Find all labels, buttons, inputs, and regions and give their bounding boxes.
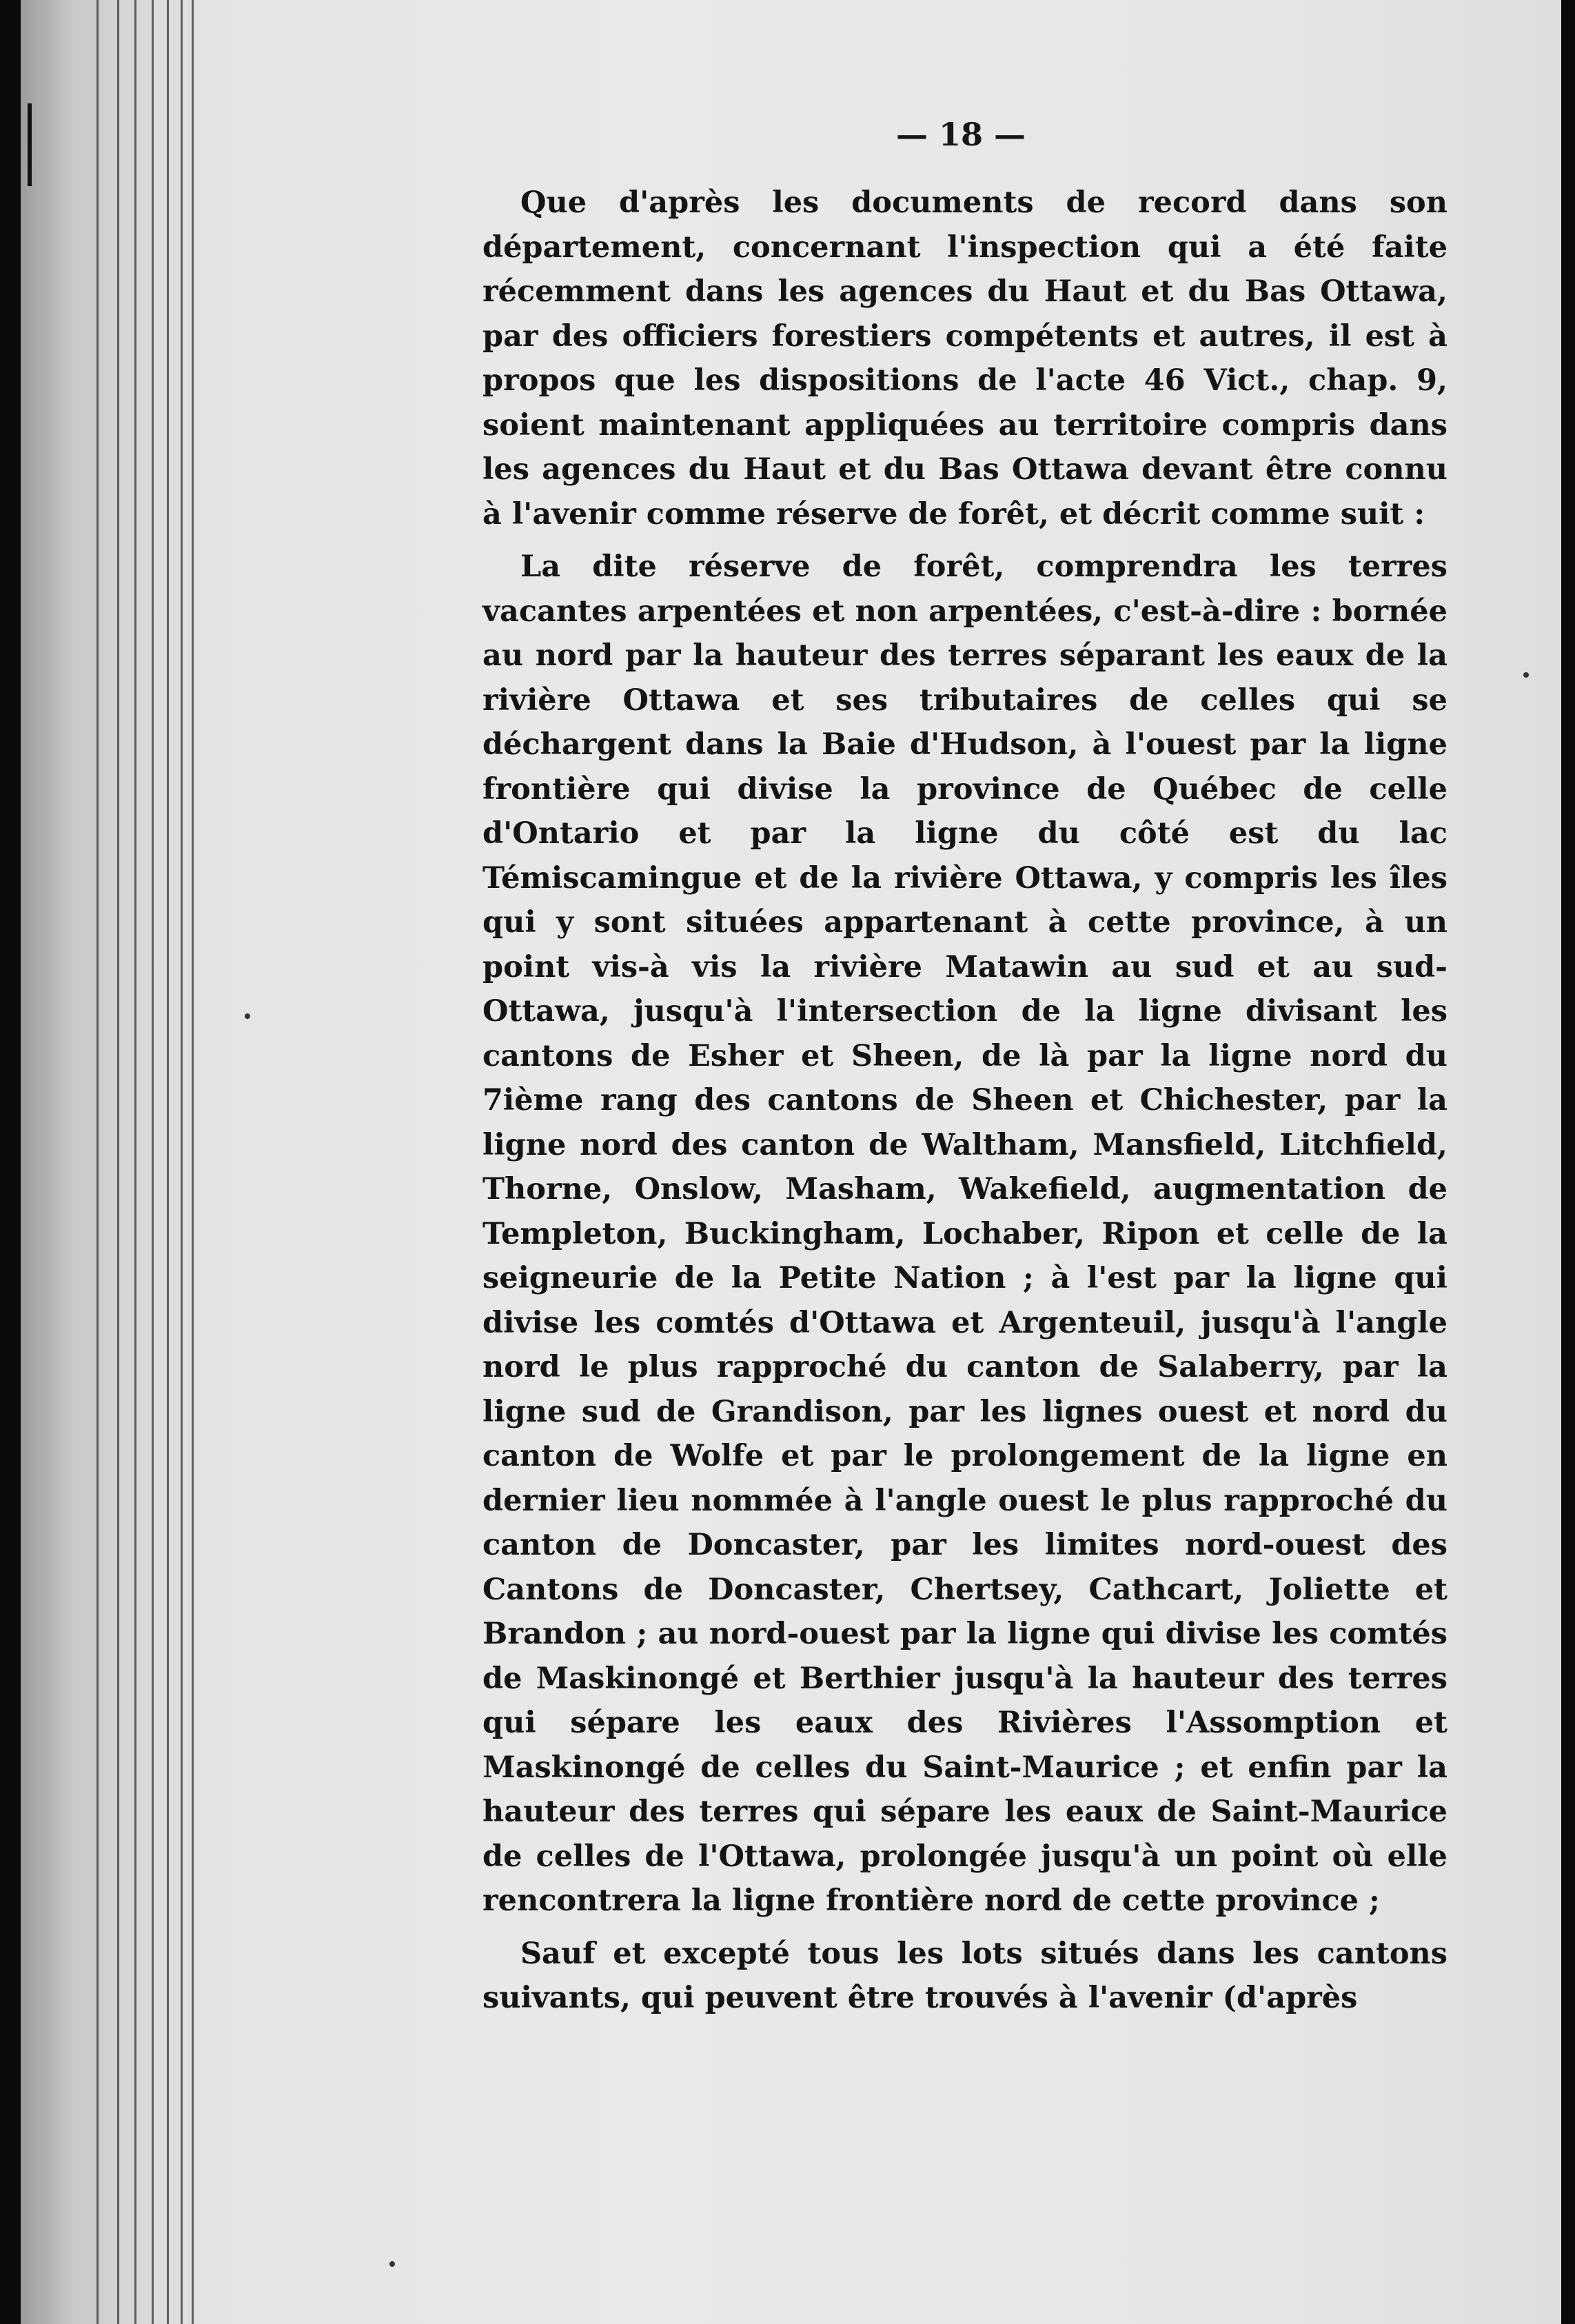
page-edge-line [152,0,154,2324]
binding-mark [28,103,32,186]
ink-speck [245,1013,250,1019]
ink-speck [1523,672,1529,678]
paragraph-3: Sauf et excepté tous les lots situés dans les cantons suivants, qui peuvent être trouvés à l'avenir (d'après [482,1936,1447,2015]
page-edge-line [167,0,169,2324]
body-text [482,181,1447,2029]
page-edge-line [96,0,99,2324]
ink-speck [389,2261,395,2267]
paragraph-2: La dite réserve de forêt, comprendra les terres vacantes arpentées et non arpentées, c'est-à-dire : bornée au nord par la hauteur des terres séparant les eaux de la rivière Ottawa et ses tributaires de celles qui se déchargent dans la Baie d'Hudson, à l'ouest par la ligne frontière qui divise la province de Québec de celle d'Ontario et par la ligne du côté est du lac Témiscamingue et de la rivière Ottawa, y compris les îles qui y sont situées appartenant à cette province, à un point vis-à vis la rivière Matawin au sud et au sud-Ottawa, jusqu'à l'intersection de la ligne divisant les cantons de Esher et Sheen, de là par la ligne nord du 7ième rang des cantons de Sheen et Chichester, par la ligne nord des canton de Waltham, Mansfield, Litchfield, Thorne, Onslow, Masham, Wakefield, augmentation de Templeton, Buckingham, Lochaber, Ripon et celle de la seigneurie de la Petite Nation ; à l'est par la ligne qui divise les comtés d'Ottawa et Argenteuil, jusqu'à l'angle nord le plus rapproché du canton de Salaberry, par la ligne sud de Grandison, par les lignes ouest et nord du canton de Wolfe et par le prolongement de la ligne en dernier lieu nommée à l'angle ouest le plus rapproché du canton de Doncaster, par les limites nord-ouest des Cantons de Doncaster, Chertsey, Cathcart, Joliette et Brandon ; au nord-ouest par la ligne qui divise les comtés de Maskinongé et Berthier jusqu'à la hauteur des terres qui sépare les eaux des Rivières l'Assomption et Maskinongé de celles du Saint-Maurice ; et enfin par la hauteur des terres qui sépare les eaux de Saint-Maurice de celles de l'Ottawa, prolongée jusqu'à un point où elle rencontrera la ligne frontière nord de cette province ; [482,549,1447,1918]
page-edge-line [192,0,194,2324]
page-number: — 18 — [896,116,1026,153]
page-edge-line [117,0,119,2324]
page-edge-line [181,0,183,2324]
page-edge-line [134,0,136,2324]
paragraph-1: Que d'après les documents de record dans son département, concernant l'inspection qui a été faite récemment dans les agences du Haut et du Bas Ottawa, par des officiers forestiers compétents et autres, il est à propos que les dispositions de l'acte 46 Vict., chap. 9, soient maintenant appliquées au territoire compris dans les agences du Haut et du Bas Ottawa devant être connu à l'avenir comme réserve de forêt, et décrit comme suit : [482,185,1447,532]
page-edge-stack [21,0,200,2324]
